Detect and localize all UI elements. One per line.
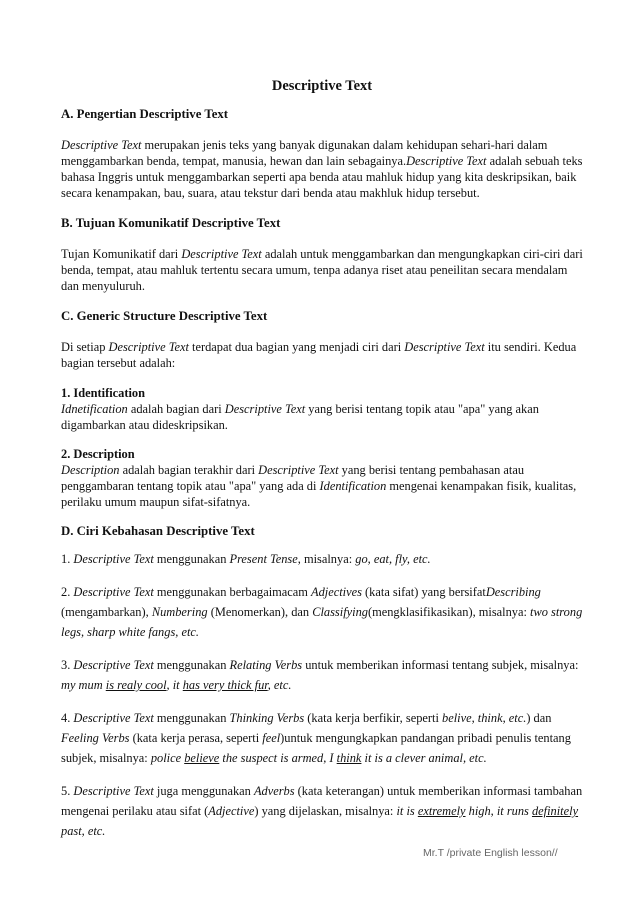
text: juga menggunakan bbox=[153, 784, 254, 798]
description-block bbox=[61, 446, 583, 510]
item-number: 4. bbox=[61, 711, 74, 725]
example-underlined: has very thick fur bbox=[182, 678, 268, 692]
item-number: 1. bbox=[61, 552, 74, 566]
term: Descriptive Text bbox=[224, 402, 306, 416]
term: Descriptive Text bbox=[258, 463, 339, 477]
list-item-5 bbox=[61, 781, 583, 841]
text: adalah sebuah teks bahasa Inggris untuk menggambarkan seperti apa benda atau mahluk hidup yang kita deskripsikan, baik secara kenampakan, bau, suara, atau tekstur dari benda atau makhluk hidup tersebut. bbox=[61, 154, 583, 200]
document-page bbox=[61, 78, 583, 854]
term: Adjectives bbox=[311, 585, 362, 599]
text: yang berisi tentang topik atau "apa" yang akan digambarkan atau dideskripsikan. bbox=[61, 402, 539, 432]
text: )untuk mengungkapkan pandangan pribadi penulis tentang subjek, misalnya: bbox=[61, 731, 571, 765]
text: ) dan bbox=[526, 711, 552, 725]
text: menggunakan berbagaimacam bbox=[153, 585, 312, 599]
term: Thinking Verbs bbox=[229, 711, 305, 725]
section-c-intro bbox=[61, 339, 583, 371]
example: go, eat, fly, etc. bbox=[355, 552, 431, 566]
text: adalah bagian terakhir dari bbox=[119, 463, 259, 477]
text: adalah bagian dari bbox=[127, 402, 225, 416]
description-title: 2. Description bbox=[61, 447, 135, 461]
text: (kata kerja perasa, seperti bbox=[129, 731, 263, 745]
example-underlined: is realy cool bbox=[105, 678, 167, 692]
page-footer: Mr.T /private English lesson// bbox=[423, 847, 558, 859]
identification-title: 1. Identification bbox=[61, 386, 145, 400]
example-underlined: believe bbox=[184, 751, 220, 765]
term: Descriptive Text bbox=[406, 154, 487, 168]
term: Descriptive Text bbox=[73, 552, 154, 566]
example: my mum bbox=[61, 678, 106, 692]
example: high, it runs bbox=[465, 804, 532, 818]
text: (kata keterangan) untuk memberikan informasi tambahan mengenai perilaku atau sifat ( bbox=[61, 784, 583, 818]
term: Description bbox=[61, 463, 120, 477]
term: Descriptive Text bbox=[73, 711, 154, 725]
text: menggunakan bbox=[153, 552, 230, 566]
example: the suspect is armed, I bbox=[219, 751, 337, 765]
term: Feeling Verbs bbox=[61, 731, 130, 745]
term: Present Tense bbox=[229, 552, 298, 566]
term: Classifying bbox=[312, 605, 368, 619]
text: menggunakan bbox=[153, 658, 230, 672]
example-underlined: definitely bbox=[531, 804, 579, 818]
example: it is bbox=[396, 804, 418, 818]
term: Describing bbox=[485, 585, 541, 599]
term: belive, think, etc. bbox=[442, 711, 527, 725]
text: (kata kerja berfikir, seperti bbox=[304, 711, 443, 725]
term: Adjective bbox=[208, 804, 255, 818]
term: Identification bbox=[319, 479, 387, 493]
text: Di setiap bbox=[61, 340, 109, 354]
item-number: 2. bbox=[61, 585, 74, 599]
section-b-heading: B. Tujuan Komunikatif Descriptive Text bbox=[61, 216, 281, 230]
section-b-paragraph bbox=[61, 246, 583, 294]
text: mengenai kenampakan fisik, kualitas, perilaku umum maupun sifat-sifatnya. bbox=[61, 479, 577, 509]
list-item-3 bbox=[61, 655, 583, 695]
term: Descriptive Text bbox=[61, 138, 142, 152]
text: adalah untuk menggambarkan dan mengungkapkan ciri-ciri dari benda, tempat, atau mahluk tertentu secara umum, tenpa adanya riset atau peneilitan secara mendalam dan menyuluruh. bbox=[61, 247, 583, 293]
text: , misalnya: bbox=[297, 552, 356, 566]
section-a-paragraph bbox=[61, 137, 583, 201]
example: , it bbox=[166, 678, 183, 692]
document-title: Descriptive Text bbox=[271, 78, 373, 94]
section-d-heading: D. Ciri Kebahasan Descriptive Text bbox=[61, 524, 255, 538]
example: , etc. bbox=[267, 678, 292, 692]
text: (mengambarkan), bbox=[61, 605, 152, 619]
text: itu sendiri. Kedua bagian tersebut adalah: bbox=[61, 340, 577, 370]
text: yang berisi tentang pembahasan atau penggambaran tentang topik atau "apa" yang ada di bbox=[61, 463, 525, 493]
section-c-heading: C. Generic Structure Descriptive Text bbox=[61, 309, 268, 323]
example: two strong legs, sharp white fangs, etc. bbox=[61, 605, 583, 639]
example: it is a clever animal, etc. bbox=[361, 751, 487, 765]
term: Adverbs bbox=[253, 784, 295, 798]
term: Idnetification bbox=[61, 402, 128, 416]
text: merupakan jenis teks yang banyak digunakan dalam kehidupan sehari-hari dalam menggambarkan benda, tempat, manusia, hewan dan lain sebagainya. bbox=[61, 138, 548, 168]
example: police bbox=[150, 751, 185, 765]
text: untuk memberikan informasi tentang subjek, misalnya: bbox=[302, 658, 579, 672]
text: (Menomerkan), dan bbox=[207, 605, 313, 619]
term: Descriptive Text bbox=[73, 585, 154, 599]
text: terdapat dua bagian yang menjadi ciri dari bbox=[188, 340, 405, 354]
term: Descriptive Text bbox=[73, 784, 154, 798]
identification-block bbox=[61, 385, 583, 433]
term: Descriptive Text bbox=[73, 658, 154, 672]
text: (kata sifat) yang bersifat bbox=[361, 585, 486, 599]
example: past, etc. bbox=[61, 824, 106, 838]
example-underlined: think bbox=[336, 751, 362, 765]
term: feel bbox=[262, 731, 281, 745]
section-a-heading: A. Pengertian Descriptive Text bbox=[61, 107, 229, 121]
text: menggunakan bbox=[153, 711, 230, 725]
list-item-1 bbox=[61, 549, 583, 569]
term: Descriptive Text bbox=[108, 340, 189, 354]
term: Numbering bbox=[151, 605, 208, 619]
item-number: 3. bbox=[61, 658, 74, 672]
item-number: 5. bbox=[61, 784, 74, 798]
term: Descriptive Text bbox=[404, 340, 485, 354]
list-item-2 bbox=[61, 582, 583, 642]
text: ) yang dijelaskan, misalnya: bbox=[254, 804, 397, 818]
term: Relating Verbs bbox=[229, 658, 303, 672]
term: Descriptive Text bbox=[181, 247, 262, 261]
list-item-4 bbox=[61, 708, 583, 768]
example-underlined: extremely bbox=[417, 804, 466, 818]
text: (mengklasifikasikan), misalnya: bbox=[367, 605, 531, 619]
text: Tujan Komunikatif dari bbox=[61, 247, 182, 261]
